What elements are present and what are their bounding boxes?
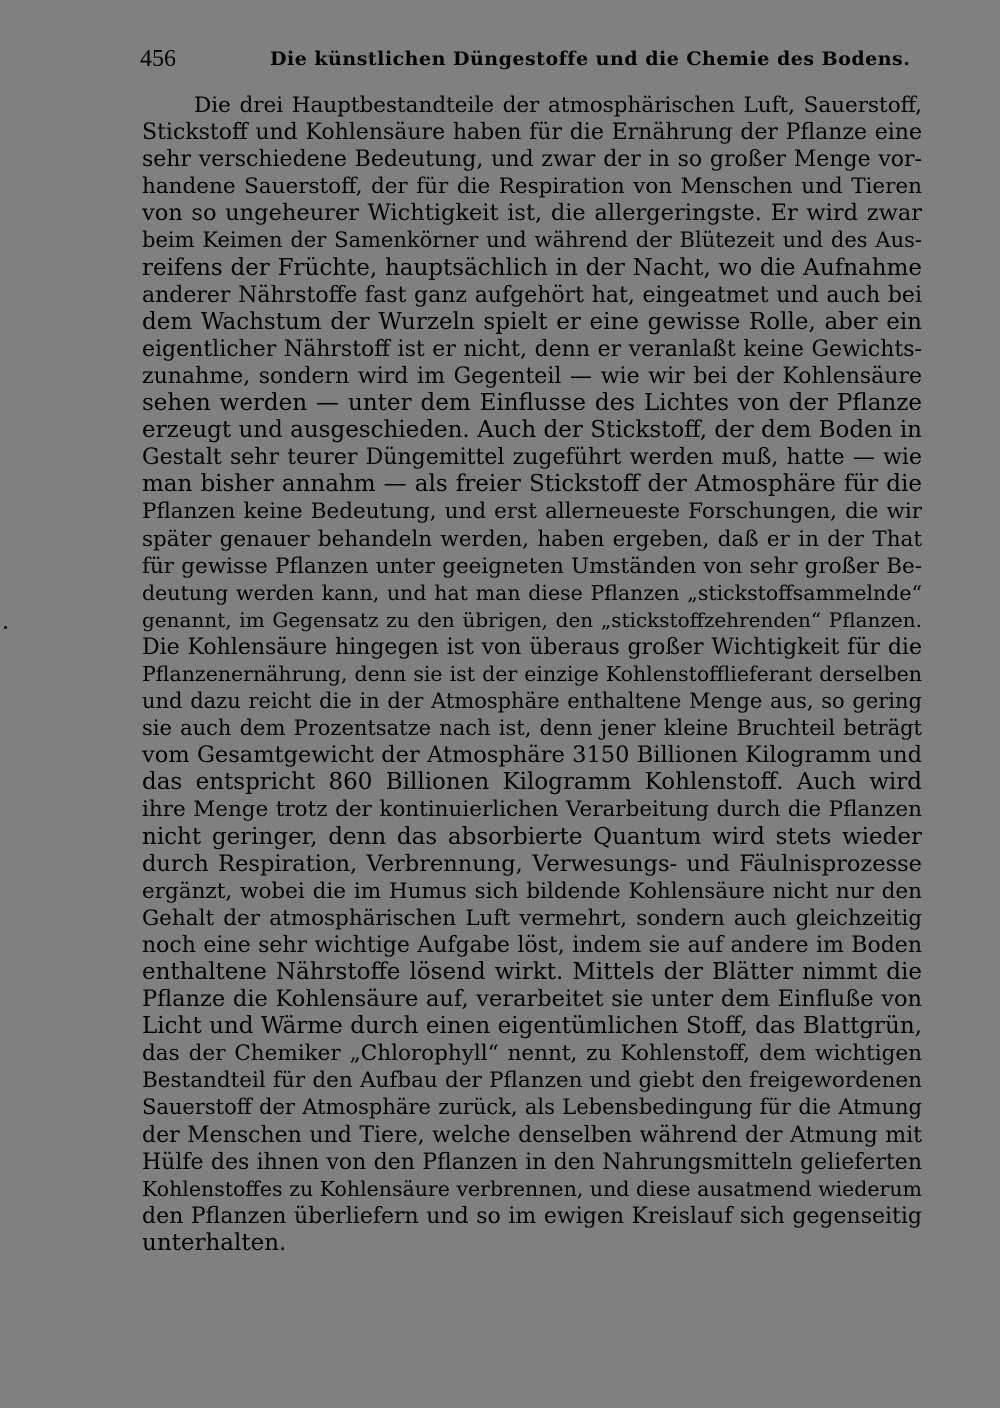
text-line: dem Wachstum der Wurzeln spielt er eine gewisse Rolle, aber ein <box>142 308 922 335</box>
text-line: Die drei Hauptbestandteile der atmosphärischen Luft, Sauerstoff, <box>194 93 922 118</box>
body-text <box>142 92 922 1257</box>
text-line: sehen werden — unter dem Einflusse des Lichtes von der Pflanze <box>142 390 922 417</box>
text-line: Kohlenstoffes zu Kohlensäure verbrennen, und diese ausatmend wiederum <box>142 1176 922 1201</box>
text-line: man bisher annahm — als freier Stickstoff der Atmosphäre für die <box>142 471 922 498</box>
text-line: sehr verschiedene Bedeutung, und zwar der in so großer Menge vor- <box>142 147 922 173</box>
text-line: beim Keimen der Samenkörner und während der Blütezeit und des Aus- <box>142 228 922 253</box>
text-line: ihre Menge trotz der kontinuierlichen Verarbeitung durch die Pflanzen <box>142 797 922 823</box>
text-line: sie auch dem Prozentsatze nach ist, denn jener kleine Bruchteil beträgt <box>142 716 922 741</box>
text-line: erzeugt und ausgeschieden. Auch der Stickstoff, der dem Boden in <box>142 417 922 444</box>
text-line: handene Sauerstoff, der für die Respiration von Menschen und Tieren <box>142 174 922 200</box>
text-line: Gehalt der atmosphärischen Luft vermehrt, sondern auch gleichzeitig <box>142 905 922 931</box>
text-line: das der Chemiker „Chlorophyll“ nennt, zu Kohlenstoff, dem wichtigen <box>142 1041 922 1067</box>
text-line: Pflanzen keine Bedeutung, und erst allerneueste Forschungen, die wir <box>142 499 922 525</box>
running-title: Die künstlichen Düngestoffe und die Chemie des Bodens. <box>270 48 911 70</box>
text-line: Bestandteil für den Aufbau der Pflanzen und giebt den freigewordenen <box>142 1068 922 1094</box>
text-line: zunahme, sondern wird im Gegenteil — wie wir bei der Kohlensäure <box>142 363 922 389</box>
text-line: den Pflanzen überliefern und so im ewigen Kreislauf sich gegenseitig <box>142 1203 922 1229</box>
text-line: Hülfe des ihnen von den Pflanzen in den Nahrungsmitteln gelieferten <box>142 1149 922 1175</box>
text-line: Gestalt sehr teurer Düngemittel zugeführt werden muß, hatte — wie <box>142 445 922 471</box>
text-line: genannt, im Gegensatz zu den übrigen, den „stickstoffzehrenden“ Pflanzen. <box>142 607 922 632</box>
text-line: Stickstoff und Kohlensäure haben für die Ernährung der Pflanze eine <box>142 120 922 146</box>
text-line: später genauer behandeln werden, haben ergeben, daß er in der That <box>142 526 922 552</box>
text-line: das entspricht 860 Billionen Kilogramm Kohlenstoff. Auch wird <box>142 769 922 796</box>
text-line: enthaltene Nährstoffe lösend wirkt. Mittels der Blätter nimmt die <box>142 959 922 985</box>
text-line: und dazu reicht die in der Atmosphäre enthaltene Menge aus, so gering <box>142 689 922 714</box>
text-line: eigentlicher Nährstoff ist er nicht, denn er veranlaßt keine Gewichts- <box>142 336 922 362</box>
page-number: 456 <box>140 46 176 72</box>
text-line: Licht und Wärme durch einen eigentümlichen Stoff, das Blattgrün, <box>142 1013 922 1040</box>
text-line: reifens der Früchte, hauptsächlich in der Nacht, wo die Aufnahme <box>142 254 922 281</box>
text-line: unterhalten. <box>142 1229 287 1256</box>
text-line: anderer Nährstoffe fast ganz aufgehört hat, eingeatmet und auch bei <box>142 282 922 308</box>
text-line: der Menschen und Tiere, welche denselben während der Atmung mit <box>142 1122 922 1148</box>
text-line: Pflanze die Kohlensäure auf, verarbeitet sie unter dem Einfluße von <box>142 986 922 1013</box>
running-head <box>140 42 920 76</box>
text-line: für gewisse Pflanzen unter geeigneten Umständen von sehr großer Be- <box>142 553 922 579</box>
text-line: ergänzt, wobei die im Humus sich bildende Kohlensäure nicht nur den <box>142 878 922 904</box>
text-line: von so ungeheurer Wichtigkeit ist, die allergeringste. Er wird zwar <box>142 200 922 227</box>
text-line: deutung werden kann, und hat man diese Pflanzen „stickstoffsammelnde“ <box>142 580 922 605</box>
text-line: vom Gesamtgewicht der Atmosphäre 3150 Billionen Kilogramm und <box>142 742 922 769</box>
text-line: nicht geringer, denn das absorbierte Quantum wird stets wieder <box>142 823 922 850</box>
text-line: Die Kohlensäure hingegen ist von überaus großer Wichtigkeit für die <box>142 634 922 660</box>
text-line: durch Respiration, Verbrennung, Verwesungs- und Fäulnisprozesse <box>142 850 922 877</box>
text-line: Sauerstoff der Atmosphäre zurück, als Lebensbedingung für die Atmung <box>142 1095 922 1120</box>
text-line: noch eine sehr wichtige Aufgabe löst, indem sie auf andere im Boden <box>142 932 922 958</box>
text-line: Pflanzenernährung, denn sie ist der einzige Kohlenstofflieferant derselben <box>142 661 922 686</box>
margin-speck <box>4 626 7 629</box>
